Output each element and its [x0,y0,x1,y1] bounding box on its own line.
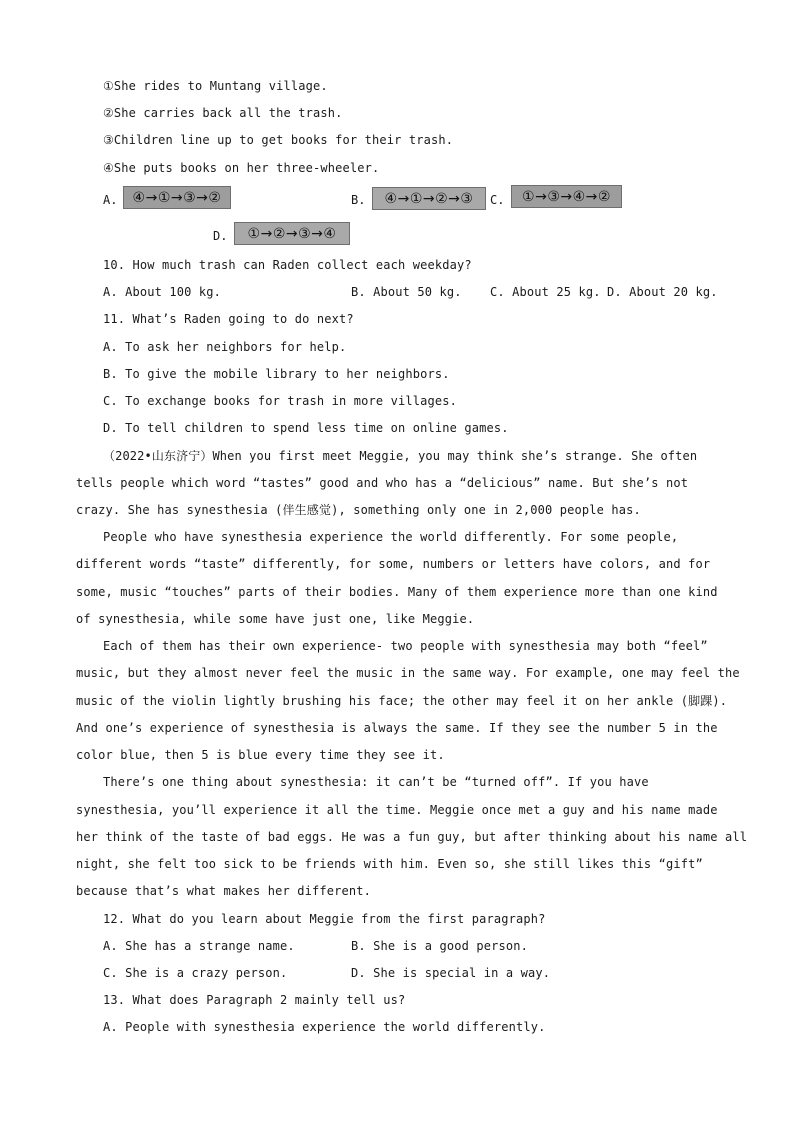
passage-line: different words “taste” differently, for some, numbers or letters have colors, and for [76,557,711,571]
passage-line: And one’s experience of synesthesia is always the same. If they see the number 5 in the [76,721,718,735]
q11-option-b: B. To give the mobile library to her neighbors. [103,367,450,381]
passage-line: There’s one thing about synesthesia: it can’t be “turned off”. If you have [103,775,649,789]
q10-option-b: B. About 50 kg. [351,285,462,299]
q11-option-d: D. To tell children to spend less time on online games. [103,421,509,435]
q10-option-c: C. About 25 kg. [490,285,601,299]
passage-line: some, music “touches” parts of their bodies. Many of them experience more than one kind [76,585,718,599]
passage-line: （2022•山东济宁）When you first meet Meggie, you may think she’s strange. She often [103,449,698,463]
q13-option-a: A. People with synesthesia experience the world differently. [103,1020,546,1034]
passage-line: of synesthesia, while some have just one, like Meggie. [76,612,475,626]
option-d-label: D. [213,229,228,243]
q12-option-b: B. She is a good person. [351,939,528,953]
sequence-image-a: ④→①→③→② [123,186,231,209]
passage-line: synesthesia, you’ll experience it all the time. Meggie once met a guy and his name made [76,803,718,817]
passage-line: night, she felt too sick to be friends with him. Even so, she still likes this “gift” [76,857,703,871]
question-11: 11. What’s Raden going to do next? [103,312,354,326]
question-13: 13. What does Paragraph 2 mainly tell us? [103,993,406,1007]
sequence-image-b: ④→①→②→③ [372,187,486,210]
passage-line: because that’s what makes her different. [76,884,371,898]
passage-line: People who have synesthesia experience the world differently. For some people, [103,530,679,544]
step-4: ④She puts books on her three-wheeler. [103,161,380,175]
step-2: ②She carries back all the trash. [103,106,343,120]
option-a-label: A. [103,193,118,207]
sequence-image-c: ①→③→④→② [511,185,622,208]
q12-option-d: D. She is special in a way. [351,966,551,980]
passage-line: music of the violin lightly brushing his face; the other may feel it on her ankle (脚踝). [76,694,728,708]
passage-line: Each of them has their own experience- two people with synesthesia may both “feel” [103,639,708,653]
sequence-image-d: ①→②→③→④ [234,222,350,245]
q12-option-c: C. She is a crazy person. [103,966,288,980]
option-b-label: B. [351,193,366,207]
q11-option-c: C. To exchange books for trash in more villages. [103,394,457,408]
option-c-label: C. [490,193,505,207]
q10-option-d: D. About 20 kg. [607,285,718,299]
passage-line: color blue, then 5 is blue every time they see it. [76,748,445,762]
question-12: 12. What do you learn about Meggie from the first paragraph? [103,912,546,926]
passage-line: crazy. She has synesthesia (伴生感觉), something only one in 2,000 people has. [76,503,641,517]
q11-option-a: A. To ask her neighbors for help. [103,340,347,354]
passage-line: music, but they almost never feel the music in the same way. For example, one may feel the [76,666,740,680]
q12-option-a: A. She has a strange name. [103,939,295,953]
question-10: 10. How much trash can Raden collect each weekday? [103,258,472,272]
passage-line: her think of the taste of bad eggs. He was a fun guy, but after thinking about his name all [76,830,748,844]
step-3: ③Children line up to get books for their trash. [103,133,454,147]
step-1: ①She rides to Muntang village. [103,79,328,93]
q10-option-a: A. About 100 kg. [103,285,221,299]
passage-line: tells people which word “tastes” good and who has a “delicious” name. But she’s not [76,476,689,490]
